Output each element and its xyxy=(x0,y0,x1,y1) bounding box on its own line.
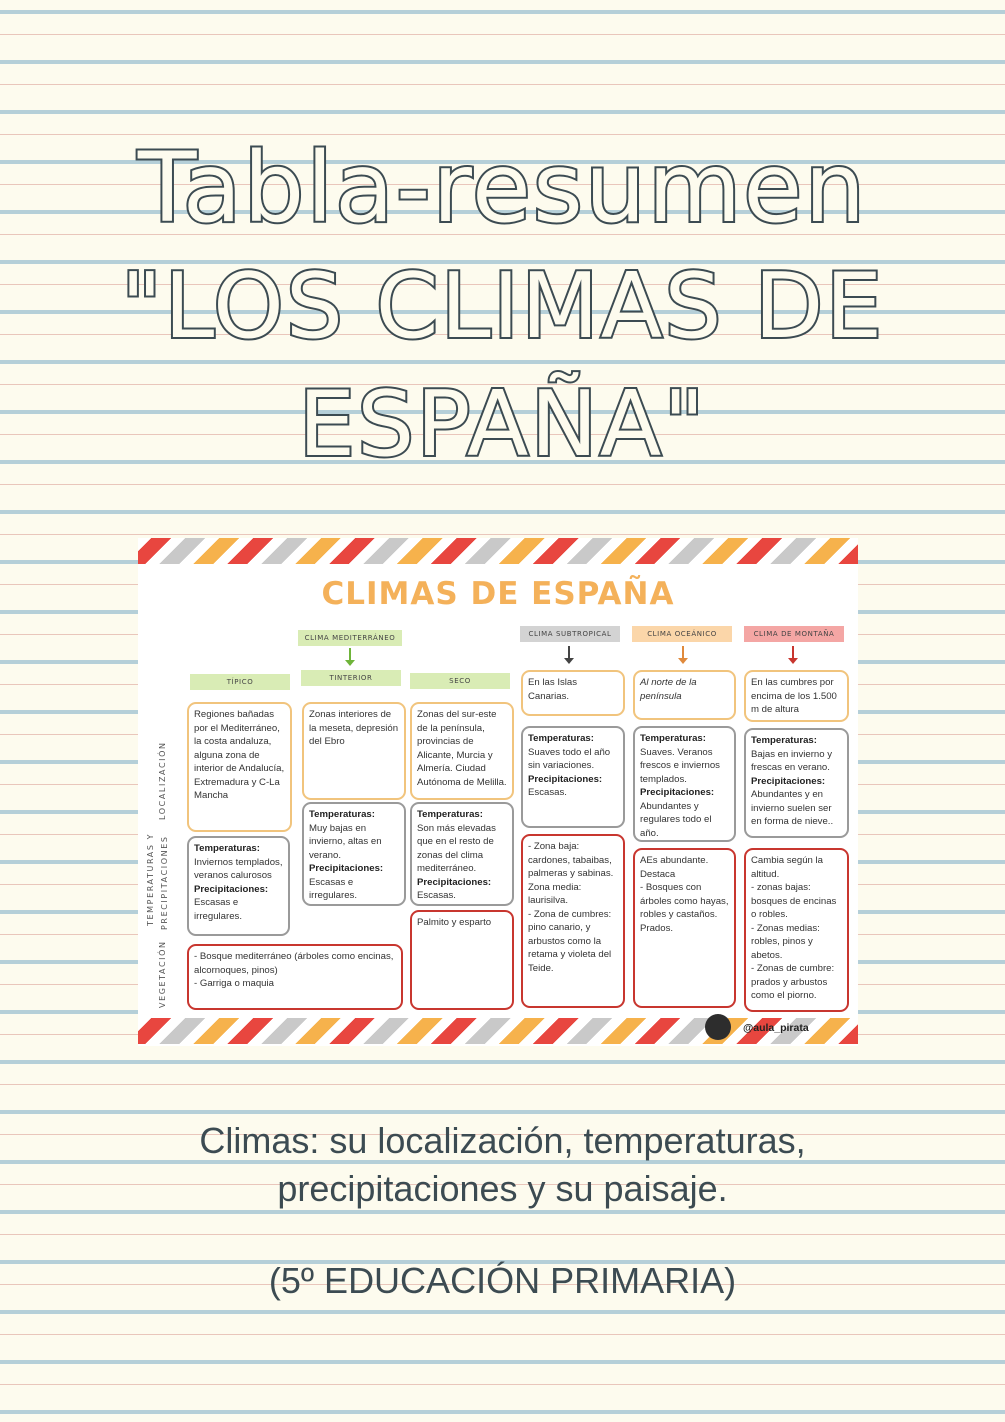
prec-label: Precipitaciones: xyxy=(528,773,603,785)
arrow-subtropical xyxy=(568,646,570,660)
veg-seco: Palmito y esparto xyxy=(410,910,514,1010)
prec-label: Precipitaciones: xyxy=(194,883,269,895)
clima-oceanico xyxy=(633,726,736,842)
arrow-mediterraneo xyxy=(349,648,351,662)
tag-clima-oceanico: CLIMA OCEÁNICO xyxy=(632,626,732,642)
temp-label: Temperaturas: xyxy=(751,735,817,746)
row-label-localizacion: LOCALIZACIÓN xyxy=(158,741,167,820)
subtitle-line-2: precipitaciones y su paisaje. xyxy=(277,1168,728,1209)
clima-subtropical xyxy=(521,726,625,828)
clima-interior-prec: Escasas e irregulares. xyxy=(309,876,357,901)
tag-interior: TINTERIOR xyxy=(301,670,401,686)
row-label-temperaturas-1: TEMPERATURAS Y xyxy=(146,832,155,926)
pirate-logo xyxy=(705,1014,731,1040)
clima-subtropical-prec: Escasas. xyxy=(528,787,567,798)
clima-oceanico-prec: Abundantes y regulares todo el año. xyxy=(640,800,712,839)
prec-label: Precipitaciones: xyxy=(751,775,826,787)
arrow-oceanico xyxy=(682,646,684,660)
veg-mediterraneo: - Bosque mediterráneo (árboles como encinas, alcornoques, pinos) - Garriga o maquia xyxy=(187,944,403,1010)
clima-interior-temp: Muy bajas en invierno, altas en verano. xyxy=(309,822,382,861)
subtitle-line-3: (5º EDUCACIÓN PRIMARIA) xyxy=(268,1260,737,1301)
temp-label: Temperaturas: xyxy=(417,809,483,820)
title-line-3: ESPAÑA" xyxy=(298,372,707,477)
temp-label: Temperaturas: xyxy=(640,733,706,744)
clima-montana-prec: Abundantes y en invierno suelen ser en forma de nieve.. xyxy=(751,789,834,827)
top-stripe-border xyxy=(138,538,858,564)
row-label-temperaturas-2: PRECIPITACIONES xyxy=(160,835,169,930)
tag-clima-subtropical: CLIMA SUBTROPICAL xyxy=(520,626,620,642)
tag-clima-montana: CLIMA DE MONTAÑA xyxy=(744,626,844,642)
author-handle: @aula_pirata xyxy=(743,1022,809,1034)
clima-seco-prec: Escasas. xyxy=(417,890,456,901)
temp-label: Temperaturas: xyxy=(309,809,375,820)
prec-label: Precipitaciones: xyxy=(309,863,384,874)
loc-subtropical: En las Islas Canarias. xyxy=(521,670,625,716)
loc-interior: Zonas interiores de la meseta, depresión del Ebro xyxy=(302,702,406,800)
prec-label: Precipitaciones: xyxy=(417,876,492,888)
clima-tipico-temp: Inviernos templados, veranos calurosos xyxy=(194,856,283,881)
clima-seco xyxy=(410,802,514,906)
temp-label: Temperaturas: xyxy=(194,843,260,854)
loc-oceanico: Al norte de la península xyxy=(633,670,736,720)
clima-tipico xyxy=(187,836,290,936)
clima-seco-temp: Son más elevadas que en el resto de zonas del clima mediterráneo. xyxy=(417,822,496,874)
climate-infographic xyxy=(138,538,858,1046)
tag-tipico: TÍPICO xyxy=(190,674,290,690)
title-line-1: Tabla-resumen xyxy=(137,132,868,244)
clima-oceanico-temp: Suaves. Veranos frescos e inviernos templados. xyxy=(640,746,720,785)
infographic-title: CLIMAS DE ESPAÑA xyxy=(321,576,675,612)
tag-clima-mediterraneo: CLIMA MEDITERRÁNEO xyxy=(298,630,402,646)
veg-subtropical: - Zona baja: cardones, tabaibas, palmeras y sabinas. Zona media: laurisilva. - Zona de cumbres: pino canario, y arbustos como la retama y violeta del Teide. xyxy=(521,834,625,1008)
row-label-vegetacion: VEGETACIÓN xyxy=(158,940,167,1008)
clima-tipico-prec: Escasas e irregulares. xyxy=(194,897,242,922)
tag-seco: SECO xyxy=(410,673,510,689)
clima-montana xyxy=(744,728,849,838)
clima-interior xyxy=(302,802,406,906)
title-line-2: "LOS CLIMAS DE xyxy=(120,254,885,359)
loc-seco: Zonas del sur-este de la península, provincias de Alicante, Murcia y Almería. Ciudad Autónoma de Melilla. xyxy=(410,702,514,800)
clima-subtropical-temp: Suaves todo el año sin variaciones. xyxy=(528,746,611,771)
clima-montana-temp: Bajas en invierno y frescas en verano. xyxy=(751,748,833,773)
prec-label: Precipitaciones: xyxy=(640,787,715,798)
loc-tipico: Regiones bañadas por el Mediterráneo, la costa andaluza, alguna zona de interior de Andalucía, Extremadura y C-La Mancha xyxy=(187,702,292,832)
subtitle-line-1: Climas: su localización, temperaturas, xyxy=(199,1120,806,1161)
veg-montana: Cambia según la altitud. - zonas bajas: bosques de encinas o robles. - Zonas medias: robles, pinos y abetos. - Zonas de cumbre: prados y arbustos como el piorno. xyxy=(744,848,849,1012)
loc-montana: En las cumbres por encima de los 1.500 m de altura xyxy=(744,670,849,722)
arrow-montana xyxy=(792,646,794,660)
veg-oceanico: AEs abundante. Destaca - Bosques con árboles como hayas, robles y castaños. Prados. xyxy=(633,848,736,1008)
temp-label: Temperaturas: xyxy=(528,733,594,744)
